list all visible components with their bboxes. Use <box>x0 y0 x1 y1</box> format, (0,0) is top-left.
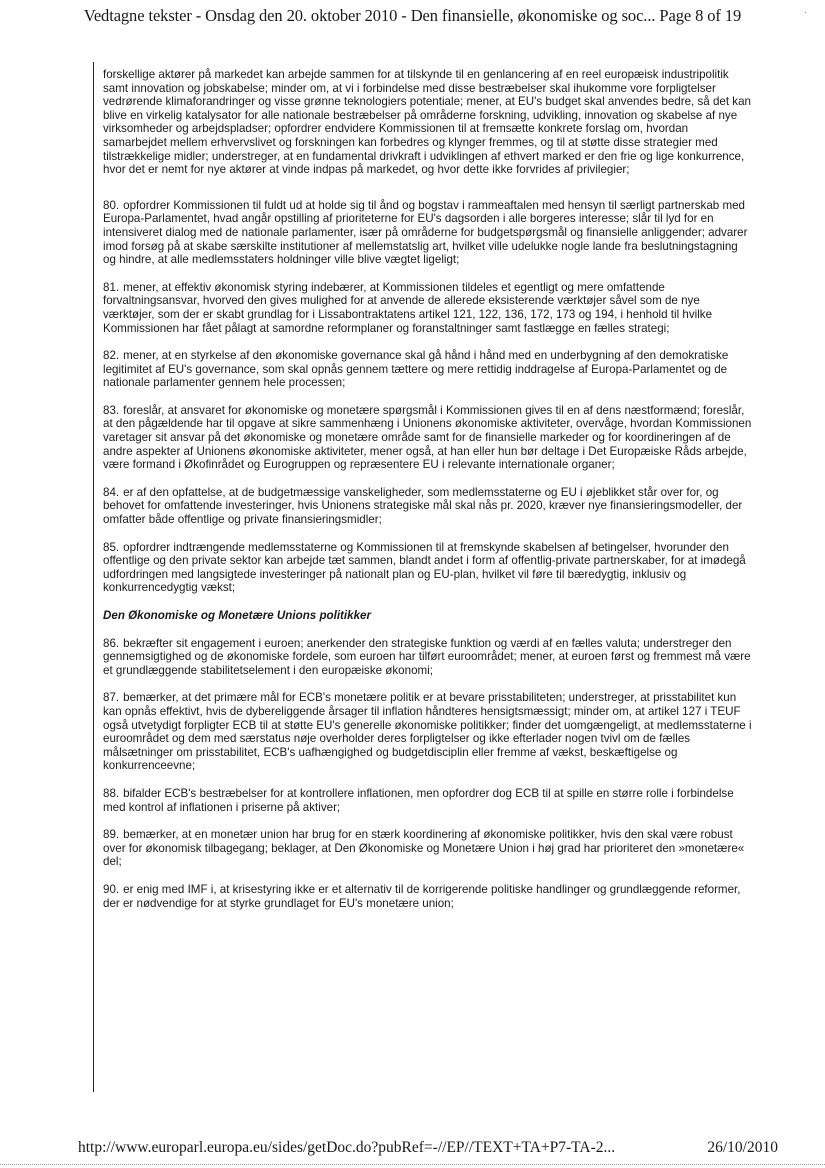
paragraph-number: 83. <box>103 403 120 417</box>
paragraph-text: bekræfter sit engagement i euroen; anerkender den strategiske funktion og værdi af en fælles valuta; understreger den gennemsigtighed og de økonomiske fordele, som euroen har tilført euroområdet; mener, at euroen først og fremmest må være et grundlæggende stabilitetselement i den europæiske økonomi; <box>103 636 751 677</box>
paragraph-number: 90. <box>103 882 120 896</box>
footer-date: 26/10/2010 <box>707 1139 778 1156</box>
paragraph-text: er af den opfattelse, at de budgetmæssige vanskeligheder, som medlemsstaterne og EU i øjeblikket står over for, og behovet for omfattende investeringer, hvis Unionens strategiske mål skal nås pr. 2020, kræver nye finansieringsmodeller, der omfatter både offentlige og private finansieringsmidler; <box>103 485 743 527</box>
paragraph-number: 88. <box>103 786 120 800</box>
paragraph <box>103 828 753 869</box>
paragraph-number: 84. <box>103 485 120 499</box>
paragraph <box>103 349 753 390</box>
paragraph <box>103 404 753 472</box>
paragraph-text: foreslår, at ansvaret for økonomiske og monetære spørgsmål i Kommissionen gives til en af dens næstformænd; foreslår, at den pågældende har til opgave at sikre sammenhæng i Unionens økonomiske aktiviteter, overvåge, hvordan Kommissionen varetager sit ansvar på det økonomiske og monetære område samt for de finansielle markeder og for koordineringen af de andre aspekter af Unionens økonomiske aktiviteter, mener også, at han eller hun bør deltage i Det Europæiske Råds arbejde, være formand i Økofinrådet og Eurogruppen og repræsentere EU i relevante internationale organer; <box>103 403 752 472</box>
paragraph-text: bemærker, at det primære mål for ECB's monetære politik er at bevare prisstabiliteten; understreger, at prisstabilitet kun kan opnås effektivt, hvis de dybereliggende årsager til inflation håndteres hensigtsmæssigt; minder om, at artikel 127 i TEUF også utvetydigt forpligter ECB til at støtte EU's generelle økonomiske politikker; finder det uomgængeligt, at medlemsstaterne i euroområdet og dem med særstatus nøje overholder deres forpligtelser og ikke efterlader nogen tvivl om de fælles målsætninger om prisstabilitet, ECB's uafhængighed og budgetdisciplin eller fremme af vækst, beskæftigelse og konkurrenceevne; <box>103 691 752 773</box>
paragraph-text: opfordrer indtrængende medlemsstaterne og Kommissionen til at fremskynde skabelsen af betingelser, hvorunder den offentlige og den private sektor kan arbejde tæt sammen, blandt andet i form af offentlig-private partnerskaber, for at imødegå udfordringen med langsigtede investeringer på nationalt plan og EU-plan, hvilket vil føre til bæredygtig, inklusiv og konkurrencedygtig vækst; <box>103 540 746 595</box>
paragraph-text: er enig med IMF i, at krisestyring ikke er et alternativ til de korrigerende politiske handlinger og grundlæggende reformer, der er nødvendige for at styrke grundlaget for EU's monetære union; <box>103 882 741 910</box>
paragraph <box>103 691 753 773</box>
paragraph-text: bemærker, at en monetær union har brug for en stærk koordinering af økonomiske politikker, hvis den skal være robust over for økonomisk tilbagegang; beklager, at Den Økonomiske og Monetære Union i høj grad har prioriteret den »monetære« del; <box>103 828 745 869</box>
paragraph-text: opfordrer Kommissionen til fuldt ud at holde sig til ånd og bogstav i rammeaftalen med hensyn til særligt partnerskab med Europa-Parlamentet, hvad angår opstilling af prioriteterne for EU's dagsorden i alle borgeres interesse; slår til lyd for en intensiveret dialog med de nationale parlamenter, især på områderne for budgetspørgsmål og finansielle anliggender; advarer imod forsøg på at skabe særskilte institutioner af mellemstatslig art, hvilket ville udelukke nogle lande fra beslutningstagning og hindre, at alle medlemsstaters holdninger ville blive vægtet ligeligt; <box>103 198 748 267</box>
paragraph-text: forskellige aktører på markedet kan arbejde sammen for at tilskynde til en genlancering af en reel europæisk industripolitik samt innovation og jobskabelse; minder om, at vi i forbindelse med disse bestræbelser skal ihukomme vore forpligtelser vedrørende klimaforandringer og visse grønne teknologiers potentiale; mener, at EU's budget skal anvendes bedre, så det kan blive en virkelig katalysator for alle nationale bestræbelser på områderne forskning, udvikling, innovation og skabelse af nye virksomheder og arbejdspladser; opfordrer endvidere Kommissionen til at fremsætte konkrete forslag om, hvordan samarbejdet mellem erhvervslivet og forskningen kan forbedres og klynger fremmes, og til at støtte disse strategier med tilstrækkelige midler; understreger, at en fundamental drivkraft i udviklingen af ethvert marked er den frie og lige konkurrence, hvor det er nemt for nye aktører at vinde indpas på markedet, og hvor dette ikke forvrides af privilegier; <box>103 68 751 177</box>
paragraph-number: 82. <box>103 349 120 363</box>
paragraph-number: 81. <box>103 280 120 294</box>
paragraph-text: mener, at effektiv økonomisk styring indebærer, at Kommissionen tildeles et egentligt og mere omfattende forvaltningsansvar, hvorved den gives mulighed for at anvende de allerede eksisterende værktøjer såvel som de nye værktøjer, som der er skabt grundlag for i Lissabontraktatens artikel 121, 122, 136, 172, 173 og 194, i henhold til hvilke Kommissionen har fået pålagt at samordne reformplaner og foranstaltninger samt fastlægge en fælles strategi; <box>103 280 713 335</box>
paragraph-text: mener, at en styrkelse af den økonomiske governance skal gå hånd i hånd med en underbygning af den demokratiske legitimitet af EU's governance, som skal opnås gennem tættere og mere rettidig inddragelse af Europa-Parlamentet og de nationale parlamenter gennem hele processen; <box>103 349 729 390</box>
bottom-rule <box>0 1164 825 1165</box>
document-body <box>103 68 753 924</box>
paragraph-group-before <box>103 68 753 595</box>
header-page-number: Page 8 of 19 <box>659 6 742 25</box>
paragraph <box>103 281 753 335</box>
page-footer <box>78 1139 778 1157</box>
paragraph-number: 80. <box>103 198 120 212</box>
paragraph-group-after <box>103 637 753 911</box>
scan-mark: · <box>803 8 807 19</box>
paragraph <box>103 486 753 527</box>
footer-url[interactable]: http://www.europarl.europa.eu/sides/getDoc.do?pubRef=-//EP//TEXT+TA+P7-TA-2... <box>78 1139 616 1156</box>
paragraph-number: 87. <box>103 691 120 705</box>
paragraph-text: bifalder ECB's bestræbelser for at kontrollere inflationen, men opfordrer dog ECB til at spille en større rolle i forbindelse med kontrol af inflationen i priserne på aktiver; <box>103 786 734 814</box>
paragraph <box>103 68 753 177</box>
paragraph <box>103 883 753 910</box>
header-title: Vedtagne tekster - Onsdag den 20. oktober 2010 - Den finansielle, økonomiske og soc... <box>83 6 656 25</box>
section-heading: Den Økonomiske og Monetære Unions politikker <box>103 609 371 622</box>
page-header <box>0 6 825 26</box>
paragraph-number: 85. <box>103 540 120 554</box>
paragraph <box>103 541 753 595</box>
paragraph <box>103 199 753 267</box>
left-margin-rule <box>93 62 94 1092</box>
paragraph <box>103 787 753 814</box>
paragraph-number: 89. <box>103 828 120 842</box>
paragraph <box>103 637 753 678</box>
paragraph-number: 86. <box>103 636 120 650</box>
